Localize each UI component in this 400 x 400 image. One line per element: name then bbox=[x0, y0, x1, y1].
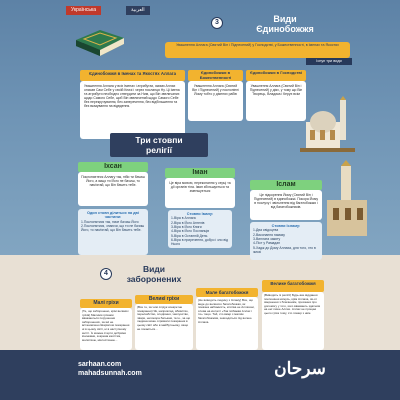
islam-pillar-item: 3-Виплата закяту bbox=[253, 237, 281, 241]
major-shirk-card bbox=[262, 292, 324, 350]
forbidden-title bbox=[114, 264, 194, 284]
ihsan-card bbox=[78, 172, 148, 206]
mosque-illustration bbox=[300, 96, 355, 152]
tawhid-rububiyya-header: Єдинобожжя в Господстві bbox=[246, 70, 306, 81]
tower-illustration bbox=[325, 160, 370, 240]
islam-text: Це підкорення Йому (Святий Він і Піднесений) в єдинобожжі. Покора Йому в послуху і звільнення від багатобожжя і від багатобожників. bbox=[253, 193, 319, 210]
iman-card bbox=[165, 178, 235, 208]
footer bbox=[0, 350, 400, 400]
minor-shirk-header: Мале багатобожжя bbox=[196, 288, 258, 297]
iman-pillars-heading: Стовпи Іману: bbox=[186, 212, 214, 216]
forbidden-title-line1: Види bbox=[143, 264, 165, 274]
iman-pillar-item: 1-Віра в Аллага bbox=[171, 216, 196, 221]
major-sins-header: Великі гріхи bbox=[135, 295, 193, 304]
section1-title bbox=[225, 14, 345, 34]
tawhid-names-header: Єдинобожжя в Іменах та Якостях Аллага bbox=[80, 70, 185, 81]
forbidden-title-line2: заборонених bbox=[126, 274, 182, 284]
quran-book-illustration bbox=[70, 20, 130, 58]
islam-pillar-item: 2-Виконання намазу bbox=[253, 232, 286, 237]
pillars-title-banner bbox=[110, 133, 208, 157]
islam-pillar-item: 1-Два свідоцтва bbox=[253, 228, 279, 233]
footer-links bbox=[78, 360, 142, 378]
iman-header: Іман bbox=[165, 168, 235, 178]
ihsan-level-item: 2.Поклонятися, знаючи, що ти не бачиш Його, то пам'ятай, що Він бачить тебе. bbox=[81, 224, 145, 233]
iman-pillar-item: 2-Віра в Його Ангелів bbox=[171, 220, 205, 225]
pillars-title-line1: Три стовпи bbox=[135, 135, 183, 145]
ihsan-text: Поклоняєтеся Аллагу так, ніби ти бачиш Його, а якщо ти Його не бачиш, то пам'ятай, що Він бачить тебе. bbox=[81, 175, 145, 188]
minor-sins-card bbox=[80, 308, 132, 350]
three-types-badge: Існує три види bbox=[306, 58, 352, 65]
website-link-mahadsunnah[interactable]: mahadsunnah.com bbox=[78, 370, 142, 377]
section1-title-line1: Види bbox=[273, 14, 297, 24]
language-tab-ukrainian[interactable]: Українська bbox=[66, 6, 101, 15]
iman-text: Це віра мовою, переконання у серці та дії органів тіла. Іман збільшується та зменшується bbox=[169, 181, 231, 194]
tawhid-uluhiyya-card bbox=[188, 81, 243, 121]
iman-pillar-item: 5-Віра в Останній День bbox=[171, 233, 208, 238]
iman-pillar-item: 6-Віра в приречення, добро і зло від Нього bbox=[171, 237, 228, 247]
pillars-title-line2: релігії bbox=[146, 145, 172, 155]
website-link-sarhaan[interactable]: sarhaan.com bbox=[78, 361, 122, 368]
islam-pillars-heading: Стовпи Ісламу: bbox=[271, 224, 301, 228]
section1-title-line2: Єдинобожжя bbox=[256, 24, 314, 34]
iman-pillars-card bbox=[168, 210, 232, 248]
tawhid-rububiyya-text: Увашнення Аллага (Святий Він і Піднесений) у діях, у тому що Він Творець, Владика і Керує всім bbox=[249, 84, 303, 97]
islam-pillar-item: 5-Хадж до Дому Аллаха, для того, хто в змозі bbox=[253, 245, 316, 254]
tawhid-uluhiyya-text: Увашнення Аллага (Святий Він і Піднесений) у поклонінні Йому тобто у діяннях рабів bbox=[192, 84, 239, 97]
major-shirk-text: (Виводить із релігії) Будь-яке віддання поклоніння комусь, крім Аллаха, як-от звернення з благанням, прохання про допомогу у того, кого вважають здатним на неї лише Аллах. Аллах не прощає цього гріха тому, хто помер з ним. bbox=[264, 293, 321, 315]
tawhid-names-text: Увашнення Аллага у всіх Іменах і атрибутах, якими Аллах описав Сам Себе у своїй Книзі і через посланця Ну. Ці Імена та атрибути необхідно ствердити за Ним, що Він звеличаних щодо Самого Себе, щоб Він звеличений щодо Самого Себе без перекручування, без заперечення, без відбільшення та без вказування на відвдення. bbox=[84, 84, 180, 109]
section1-intro-box bbox=[165, 42, 350, 58]
iman-pillar-item: 4-Віра в Його Посланців bbox=[171, 229, 210, 234]
islam-card bbox=[250, 190, 322, 220]
major-shirk-header: Велике багатобожжя bbox=[262, 280, 324, 292]
ihsan-header: Іхсан bbox=[78, 162, 148, 172]
section1-intro-text: Увашнення Аллага (Святий Він і Піднесений) у Господстві, у Божественності, в Іменах та Якостях bbox=[176, 43, 339, 47]
tawhid-names-card bbox=[80, 81, 185, 139]
major-sins-card bbox=[135, 304, 193, 350]
tawhid-rububiyya-card bbox=[246, 81, 306, 121]
section-number-4: 4 bbox=[100, 268, 112, 280]
minor-shirk-card bbox=[196, 297, 258, 350]
iman-pillar-item: 3-Віра в Його Книги bbox=[171, 225, 202, 229]
tawhid-uluhiyya-header: Єдинобожжя в Божественності bbox=[188, 70, 243, 81]
islam-pillar-item: 4-Піст у Рамадан bbox=[253, 241, 281, 246]
ihsan-level-item: 1.Поклонятися так, наче бачиш Його bbox=[81, 219, 139, 224]
islam-pillars-card bbox=[250, 222, 322, 260]
major-sins-text: (Все те, за чим слідує конкретне покарання) Як, наприклад, вбивство, перелюбство, злодіяння, чаклунство, чвари, непокора батькам, та ін., за що людина може отримати покарання в цьому світі або в майбутньому, якщо не покається... bbox=[137, 305, 191, 331]
section-number-3: 3 bbox=[211, 17, 223, 29]
minor-shirk-text: (Не виводить людину з Ісламу) Все, що веде до великого багатобожжя, як показна набожність, клятва не Аллахом, слова на кшталт «Так побажав Аллах і ти» тощо. Той, хто вмер з малим багатобожжям, знаходиться під волею Аллаха. bbox=[198, 298, 255, 324]
minor-sins-header: Малі гріхи bbox=[80, 299, 132, 308]
ihsan-levels-card bbox=[78, 209, 148, 255]
minor-sins-text: (Те, що заборонено, крім великих гріхів) Малими гріхами вважаються порушення заборонених, за які не встановлено Шаріатом покарання ні в цьому світі, ні в наступному житті. Їх можна стерти добрими вчинками, зокрема каяттям, молитвою, милостинею... bbox=[82, 309, 130, 342]
islam-header: Іслам bbox=[250, 180, 322, 190]
ihsan-levels-heading: Один стовп ділиться на дві частини: bbox=[87, 211, 139, 220]
brand-logo: سرحان bbox=[274, 359, 326, 378]
language-tab-arabic[interactable]: العربية bbox=[126, 6, 150, 15]
